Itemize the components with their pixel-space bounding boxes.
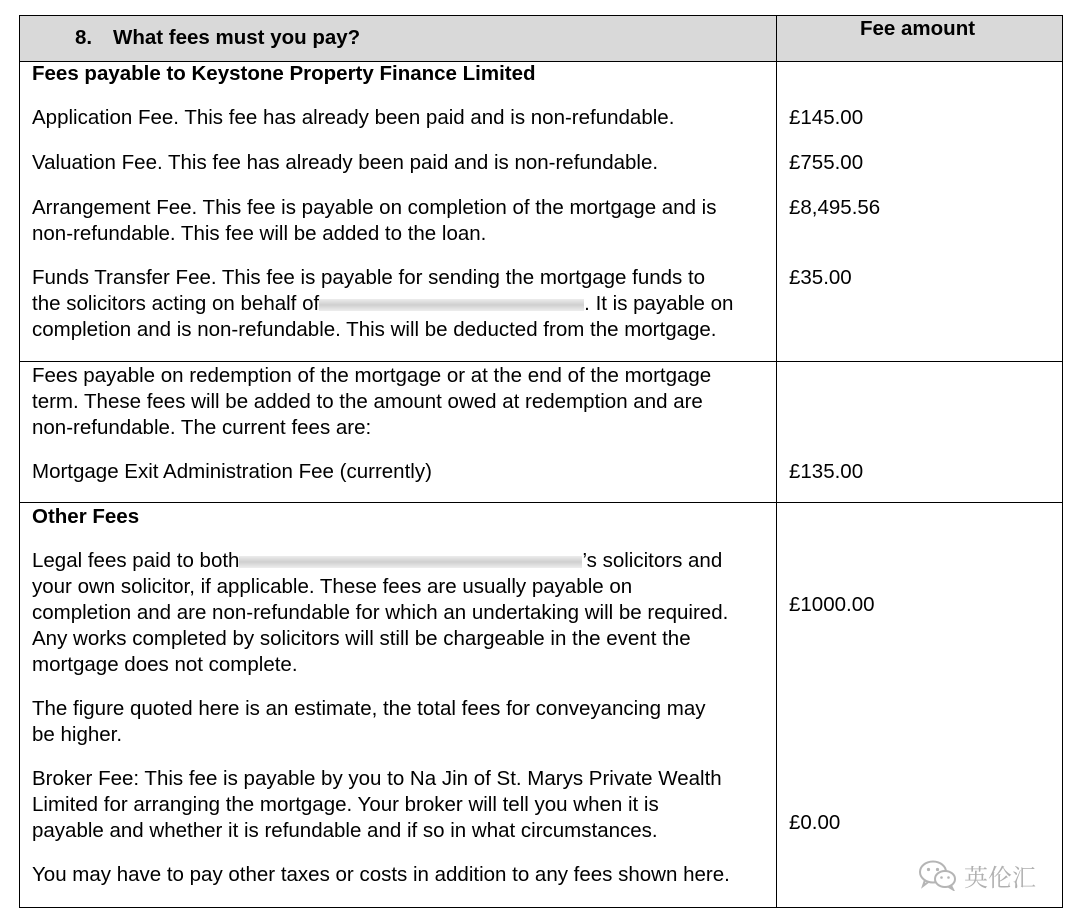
legal-fees-line-2: your own solicitor, if applicable. These fees are usually payable on <box>32 575 633 598</box>
broker-fee-line-2: Limited for arranging the mortgage. Your broker will tell you when it is <box>32 793 659 816</box>
section-title: What fees must you pay? <box>113 26 361 49</box>
row-divider-redemption <box>19 502 1063 503</box>
funds-transfer-line-2-start: the solicitors acting on behalf of <box>32 292 320 315</box>
other-taxes-note: You may have to pay other taxes or costs in addition to any fees shown here. <box>32 863 730 886</box>
column-divider <box>776 15 777 908</box>
legal-fees-line-1-end: ’s solicitors and <box>582 549 723 572</box>
broker-fee-amount: £0.00 <box>789 811 841 834</box>
section-number: 8. <box>75 26 93 49</box>
redacted-name <box>239 556 582 568</box>
exit-fee-text: Mortgage Exit Administration Fee (currently) <box>32 460 432 483</box>
other-fees-heading: Other Fees <box>32 505 140 528</box>
funds-transfer-fee-line-3: completion and is non-refundable. This will be deducted from the mortgage. <box>32 318 717 341</box>
legal-fees-line-3: completion and are non-refundable for which an undertaking will be required. <box>32 601 729 624</box>
row-divider-keystone <box>19 361 1063 362</box>
broker-fee-line-3: payable and whether it is refundable and if so in what circumstances. <box>32 819 658 842</box>
legal-fees-line-1-start: Legal fees paid to both <box>32 549 240 572</box>
legal-fees-line-1 <box>32 548 722 574</box>
redemption-line-1: Fees payable on redemption of the mortgage or at the end of the mortgage <box>32 364 712 387</box>
redemption-line-2: term. These fees will be added to the amount owed at redemption and are <box>32 390 703 413</box>
funds-transfer-line-2-end: . It is payable on <box>584 292 734 315</box>
arrangement-fee-amount: £8,495.56 <box>789 196 881 219</box>
application-fee-text: Application Fee. This fee has already been paid and is non-refundable. <box>32 106 675 129</box>
fee-amount-column-header: Fee amount <box>860 17 976 40</box>
legal-fees-line-4: Any works completed by solicitors will still be chargeable in the event the <box>32 627 691 650</box>
exit-fee-amount: £135.00 <box>789 460 864 483</box>
estimate-line-1: The figure quoted here is an estimate, the total fees for conveyancing may <box>32 697 706 720</box>
application-fee-amount: £145.00 <box>789 106 864 129</box>
watermark <box>918 858 1036 892</box>
arrangement-fee-line-1: Arrangement Fee. This fee is payable on completion of the mortgage and is <box>32 196 717 219</box>
broker-fee-line-1: Broker Fee: This fee is payable by you to Na Jin of St. Marys Private Wealth <box>32 767 722 790</box>
legal-fees-line-5: mortgage does not complete. <box>32 653 298 676</box>
keystone-heading: Fees payable to Keystone Property Finance Limited <box>32 62 536 85</box>
watermark-text: 英伦汇 <box>964 863 1036 892</box>
redacted-name <box>319 299 584 311</box>
funds-transfer-fee-line-1: Funds Transfer Fee. This fee is payable for sending the mortgage funds to <box>32 266 706 289</box>
arrangement-fee-line-2: non-refundable. This fee will be added to the loan. <box>32 222 487 245</box>
valuation-fee-text: Valuation Fee. This fee has already been paid and is non-refundable. <box>32 151 659 174</box>
wechat-icon <box>918 859 958 891</box>
legal-fees-amount: £1000.00 <box>789 593 875 616</box>
funds-transfer-fee-amount: £35.00 <box>789 266 852 289</box>
valuation-fee-amount: £755.00 <box>789 151 864 174</box>
estimate-line-2: be higher. <box>32 723 123 746</box>
funds-transfer-fee-line-2 <box>32 291 733 317</box>
redemption-line-3: non-refundable. The current fees are: <box>32 416 372 439</box>
